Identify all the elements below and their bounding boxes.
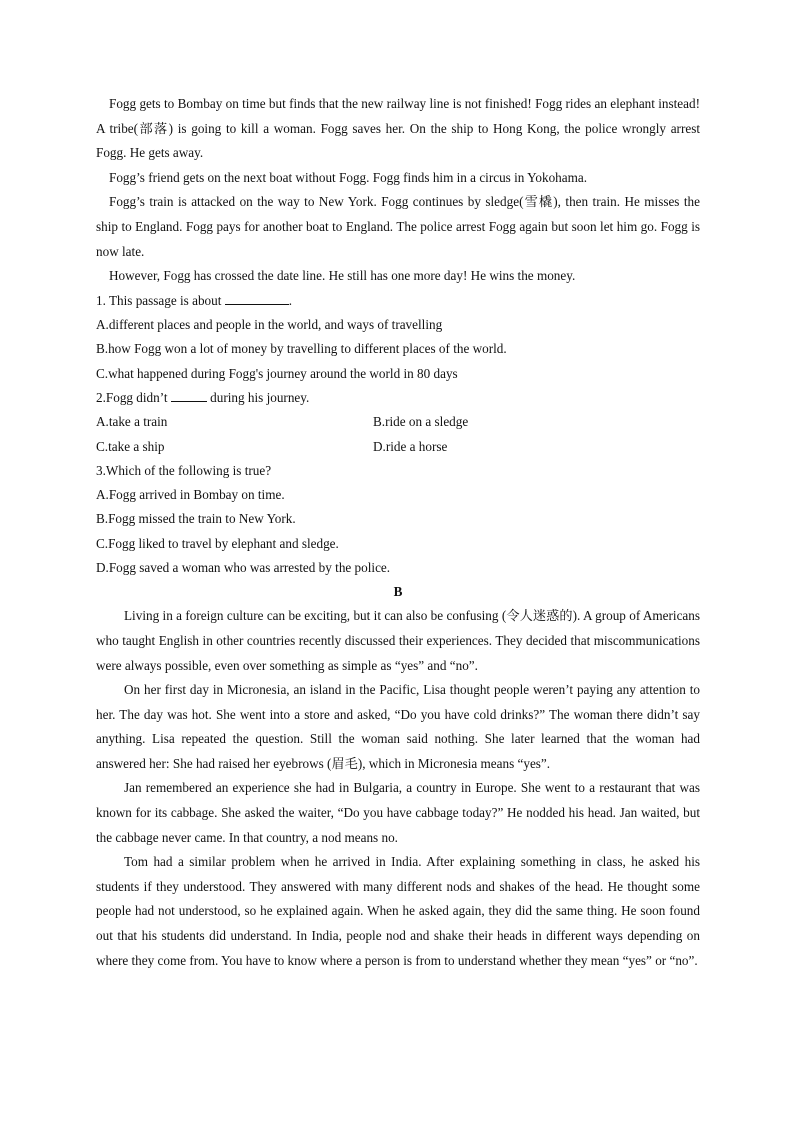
question-3-stem: 3.Which of the following is true? <box>96 462 272 478</box>
section-b-paragraph: On her first day in Micronesia, an island in the Pacific, Lisa thought people weren’t paying any attention to her. The day was hot. She went into a store and asked, “Do you have cold drinks?” The woman there didn’t say anything. Lisa repeated the question. Still the woman said nothing. She later learned that the woman had answered her: She had raised her eyebrows (眉毛), which in Micronesia means “yes”. <box>96 682 700 771</box>
question-2-option-c: C.take a ship <box>96 438 165 454</box>
question-2-stem-text: 2.Fogg didn’t <box>96 389 171 405</box>
question-2-options-row-1 <box>96 410 700 434</box>
answer-blank <box>225 291 289 305</box>
question-1-option-c: C.what happened during Fogg's journey around the world in 80 days <box>96 365 458 381</box>
section-b-paragraph: Tom had a similar problem when he arrived in India. After explaining something in class, he asked his students if they understood. They answered with many different nods and shakes of the head. He thought some people had not understood, so he explained again. When he asked again, they did the same thing. He soon found out that his students did understand. In India, people nod and shake their heads in different ways depending on where they come from. You have to know where a person is from to understand whether they mean “yes” or “no”. <box>96 854 700 968</box>
question-1-option-b: B.how Fogg won a lot of money by travelling to different places of the world. <box>96 341 507 357</box>
passage-a-paragraph: Fogg’s train is attacked on the way to New York. Fogg continues by sledge(雪橇), then train. He misses the ship to England. Fogg pays for another boat to England. The police arrest Fogg again but soon let him go. Fogg is now late. <box>96 194 700 259</box>
question-2-stem-end: during his journey. <box>206 389 310 405</box>
question-3-option-a: A.Fogg arrived in Bombay on time. <box>96 487 285 503</box>
question-2-options-row-2 <box>96 435 700 459</box>
passage-a-paragraph: Fogg gets to Bombay on time but finds that the new railway line is not finished! Fogg rides an elephant instead! A tribe(部落) is going to kill a woman. Fogg saves her. On the ship to Hong Kong, the police wrongly arrest Fogg. He gets away. <box>96 96 700 161</box>
passage-a-paragraph: However, Fogg has crossed the date line. He still has one more day! He wins the money. <box>109 268 576 284</box>
question-1-option-a: A.different places and people in the world, and ways of travelling <box>96 317 443 333</box>
question-3-option-c: C.Fogg liked to travel by elephant and sledge. <box>96 535 339 551</box>
answer-blank <box>171 388 207 402</box>
question-1-stem <box>96 289 700 313</box>
passage-a-paragraph: Fogg’s friend gets on the next boat without Fogg. Fogg finds him in a circus in Yokohama. <box>109 169 588 185</box>
document-page <box>96 92 700 973</box>
section-b-paragraph: Jan remembered an experience she had in Bulgaria, a country in Europe. She went to a restaurant that was known for its cabbage. She asked the waiter, “Do you have cabbage today?” He nodded his head. Jan waited, but the cabbage never came. In that country, a nod means no. <box>96 780 700 845</box>
section-b-paragraph: Living in a foreign culture can be exciting, but it can also be confusing (令人迷惑的). A group of Americans who taught English in other countries recently discussed their experiences. They decided that miscommunications were always possible, even over something as simple as “yes” and “no”. <box>96 608 700 673</box>
question-2-option-d: D.ride a horse <box>373 438 448 454</box>
question-3-option-d: D.Fogg saved a woman who was arrested by the police. <box>96 560 391 576</box>
question-2-stem <box>96 386 700 410</box>
section-b-heading: B <box>393 584 403 600</box>
question-2-option-a: A.take a train <box>96 414 168 430</box>
question-3-option-b: B.Fogg missed the train to New York. <box>96 511 296 527</box>
question-1-stem-end: . <box>288 292 292 308</box>
question-2-option-b: B.ride on a sledge <box>373 414 469 430</box>
question-1-stem-text: 1. This passage is about <box>96 292 225 308</box>
